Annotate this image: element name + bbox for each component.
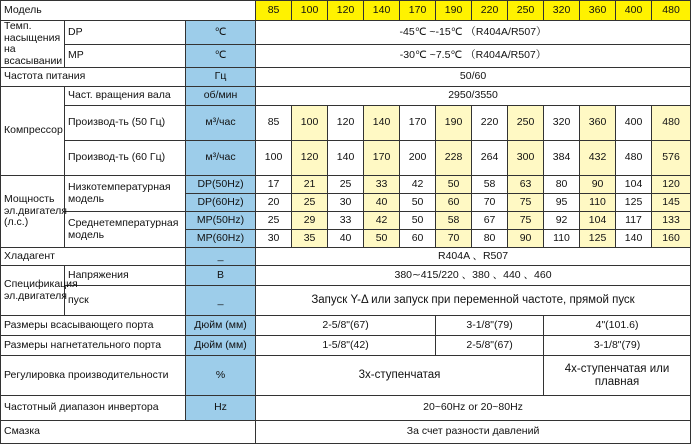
power-cell: 42 [364, 212, 400, 230]
p50-cell: 120 [328, 106, 364, 141]
power-cell: 33 [364, 176, 400, 194]
power-cell: 70 [436, 230, 472, 248]
power-cell: 117 [616, 212, 652, 230]
model-cell: 360 [580, 1, 616, 21]
capacity-reg-unit: % [186, 356, 256, 396]
suction-value: 2-5/8"(67) [256, 316, 436, 336]
power-mp50-row [1, 212, 691, 230]
discharge-value: 3-1/8"(79) [544, 336, 691, 356]
power-cell: 21 [292, 176, 328, 194]
p60-cell: 300 [508, 141, 544, 176]
p50-row [1, 106, 691, 141]
power-cell: 92 [544, 212, 580, 230]
power-cell: 50 [400, 212, 436, 230]
p50-cell: 480 [652, 106, 691, 141]
p50-cell: 85 [256, 106, 292, 141]
power-cell: 70 [472, 194, 508, 212]
power-cell: 40 [328, 230, 364, 248]
model-cell: 85 [256, 1, 292, 21]
voltage-value: 380∼415/220 、380 、440 、460 [256, 266, 691, 286]
p50-cell: 220 [472, 106, 508, 141]
lubrication-value: За счет разности давлений [256, 421, 691, 444]
power-cell: 67 [472, 212, 508, 230]
discharge-row [1, 336, 691, 356]
refrigerant-value: R404A 、R507 [256, 248, 691, 266]
model-cell: 220 [472, 1, 508, 21]
power-cell: 125 [616, 194, 652, 212]
p60-row [1, 141, 691, 176]
model-cell: 480 [652, 1, 691, 21]
power-cell: 17 [256, 176, 292, 194]
power-cell: 80 [472, 230, 508, 248]
p50-cell: 320 [544, 106, 580, 141]
power-cell: 25 [292, 194, 328, 212]
p60-cell: 200 [400, 141, 436, 176]
discharge-value: 2-5/8"(67) [436, 336, 544, 356]
p60-cell: 432 [580, 141, 616, 176]
p50-cell: 100 [292, 106, 328, 141]
power-cell: 80 [544, 176, 580, 194]
header-row [1, 1, 691, 21]
p60-cell: 140 [328, 141, 364, 176]
power-cell: 58 [472, 176, 508, 194]
start-row [1, 286, 691, 316]
power-cell: 50 [364, 230, 400, 248]
p60-cell: 120 [292, 141, 328, 176]
speed-unit: об/мин [186, 87, 256, 106]
dp-label: DP [65, 21, 186, 45]
power-cell: 63 [508, 176, 544, 194]
p60-cell: 576 [652, 141, 691, 176]
p50-unit: м³/час [186, 106, 256, 141]
model-cell: 170 [400, 1, 436, 21]
discharge-label: Размеры нагнетательного порта [1, 336, 186, 356]
speed-row [1, 87, 691, 106]
model-cell: 250 [508, 1, 544, 21]
power-unit: DP(50Hz) [186, 176, 256, 194]
mp-label: MP [65, 44, 186, 68]
discharge-unit: Дюйм (мм) [186, 336, 256, 356]
start-label: пуск [65, 286, 186, 316]
voltage-row [1, 266, 691, 286]
p60-label: Производ-ть (60 Гц) [65, 141, 186, 176]
power-cell: 20 [256, 194, 292, 212]
model-cell: 190 [436, 1, 472, 21]
power-cell: 33 [328, 212, 364, 230]
p60-cell: 384 [544, 141, 580, 176]
inverter-value: 20~60Hz or 20~80Hz [256, 396, 691, 421]
power-unit: DP(60Hz) [186, 194, 256, 212]
power-unit: MP(60Hz) [186, 230, 256, 248]
power-cell: 30 [328, 194, 364, 212]
power-cell: 125 [580, 230, 616, 248]
mp-unit: ℃ [186, 44, 256, 68]
p60-unit: м³/час [186, 141, 256, 176]
power-cell: 145 [652, 194, 691, 212]
p60-cell: 170 [364, 141, 400, 176]
saturation-dp-row [1, 21, 691, 45]
speed-value: 2950/3550 [256, 87, 691, 106]
start-value: Запуск Y-Δ или запуск при переменной частоте, прямой пуск [256, 286, 691, 316]
refrigerant-row [1, 248, 691, 266]
p60-cell: 100 [256, 141, 292, 176]
power-cell: 133 [652, 212, 691, 230]
p60-cell: 480 [616, 141, 652, 176]
power-cell: 60 [436, 194, 472, 212]
power-cell: 75 [508, 194, 544, 212]
power-cell: 60 [400, 230, 436, 248]
saturation-mp-row [1, 44, 691, 68]
power-cell: 104 [616, 176, 652, 194]
p50-cell: 400 [616, 106, 652, 141]
lubrication-row [1, 421, 691, 444]
capacity-reg-row [1, 356, 691, 396]
freq-value: 50/60 [256, 68, 691, 87]
suction-value: 4"(101.6) [544, 316, 691, 336]
capacity-reg-label: Регулировка производительности [1, 356, 186, 396]
voltage-label: Напряжения [65, 266, 186, 286]
refrigerant-label: Хладагент [1, 248, 186, 266]
power-cell: 50 [436, 176, 472, 194]
p50-cell: 360 [580, 106, 616, 141]
compressor-label: Компрессор [1, 87, 65, 176]
power-cell: 140 [616, 230, 652, 248]
inverter-unit: Hz [186, 396, 256, 421]
power-cell: 90 [508, 230, 544, 248]
p50-label: Производ-ть (50 Гц) [65, 106, 186, 141]
suction-value: 3-1/8"(79) [436, 316, 544, 336]
power-dp50-row [1, 176, 691, 194]
mp-value: -30℃ ~7.5℃ （R404A/R507） [256, 44, 691, 68]
power-cell: 90 [580, 176, 616, 194]
freq-unit: Гц [186, 68, 256, 87]
power-cell: 25 [328, 176, 364, 194]
power-cell: 110 [580, 194, 616, 212]
dp-unit: ℃ [186, 21, 256, 45]
voltage-unit: B [186, 266, 256, 286]
p50-cell: 140 [364, 106, 400, 141]
model-cell: 120 [328, 1, 364, 21]
power-cell: 120 [652, 176, 691, 194]
inverter-row [1, 396, 691, 421]
p60-cell: 264 [472, 141, 508, 176]
p50-cell: 170 [400, 106, 436, 141]
freq-label: Частота питания [1, 68, 186, 87]
power-cell: 160 [652, 230, 691, 248]
saturation-label: Темп. насыщения на всасывании [1, 21, 65, 68]
start-unit: _ [186, 286, 256, 316]
mid-temp-label: Среднетемпературная модель [65, 212, 186, 248]
power-cell: 35 [292, 230, 328, 248]
model-cell: 140 [364, 1, 400, 21]
suction-row [1, 316, 691, 336]
power-cell: 40 [364, 194, 400, 212]
model-cell: 320 [544, 1, 580, 21]
power-cell: 50 [400, 194, 436, 212]
lubrication-label: Смазка [1, 421, 256, 444]
capacity-reg-value: 3х-ступенчатая [256, 356, 544, 396]
discharge-value: 1-5/8"(42) [256, 336, 436, 356]
power-cell: 29 [292, 212, 328, 230]
capacity-reg-value: 4х-ступенчатая или плавная [544, 356, 691, 396]
power-cell: 58 [436, 212, 472, 230]
refrigerant-unit: _ [186, 248, 256, 266]
power-cell: 75 [508, 212, 544, 230]
suction-unit: Дюйм (мм) [186, 316, 256, 336]
inverter-label: Частотный диапазон инвертора [1, 396, 186, 421]
power-cell: 30 [256, 230, 292, 248]
dp-value: -45℃ ~-15℃ （R404A/R507） [256, 21, 691, 45]
power-cell: 42 [400, 176, 436, 194]
p50-cell: 250 [508, 106, 544, 141]
power-unit: MP(50Hz) [186, 212, 256, 230]
power-cell: 95 [544, 194, 580, 212]
p50-cell: 190 [436, 106, 472, 141]
power-label: Мощность эл.двигателя (л.с.) [1, 176, 65, 248]
suction-label: Размеры всасывающего порта [1, 316, 186, 336]
motor-spec-label: Спецификация эл.двигателя [1, 266, 65, 316]
model-label: Модель [1, 1, 256, 21]
model-cell: 100 [292, 1, 328, 21]
power-cell: 104 [580, 212, 616, 230]
low-temp-label: Низкотемпературная модель [65, 176, 186, 212]
speed-label: Част. вращения вала [65, 87, 186, 106]
p60-cell: 228 [436, 141, 472, 176]
power-cell: 25 [256, 212, 292, 230]
freq-row [1, 68, 691, 87]
power-cell: 110 [544, 230, 580, 248]
model-cell: 400 [616, 1, 652, 21]
